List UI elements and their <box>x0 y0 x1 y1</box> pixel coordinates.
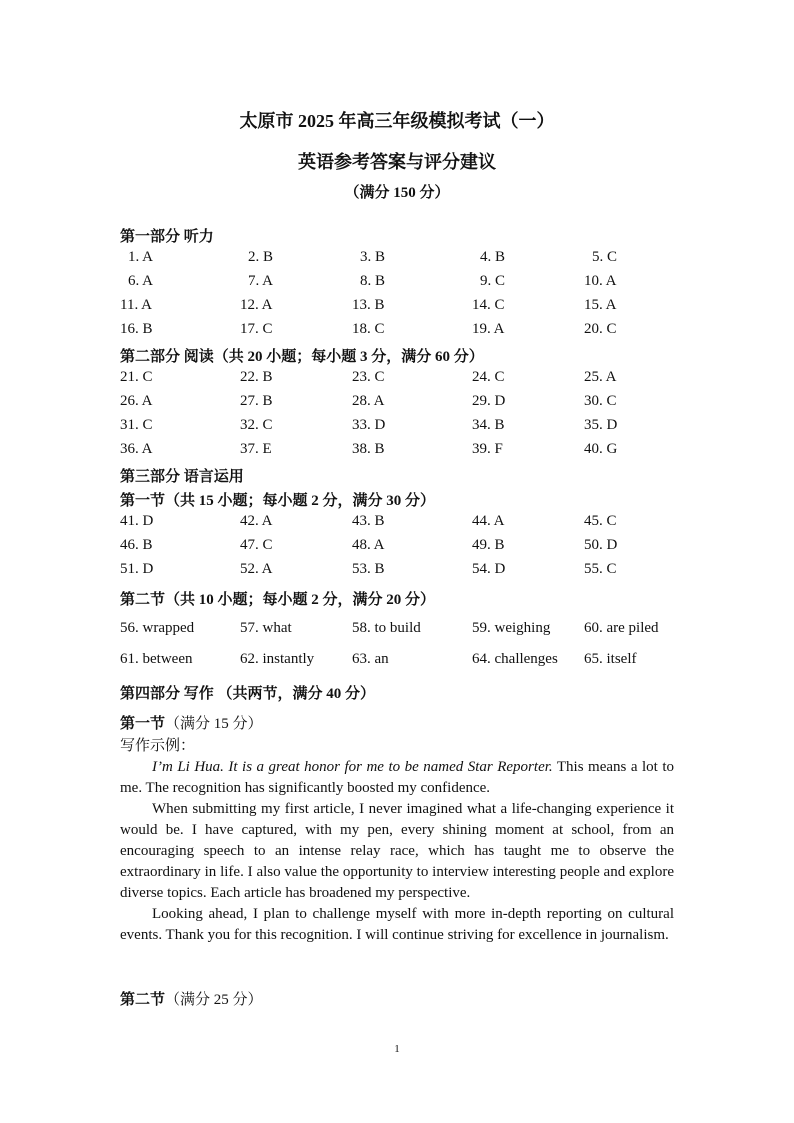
answer-cell: 41. D <box>120 513 154 529</box>
answer-cell: 54. D <box>472 561 506 577</box>
answer-cell: 23. C <box>352 369 385 385</box>
answer-cell: 60. are piled <box>584 620 659 636</box>
answer-cell: 5. C <box>592 249 618 265</box>
answer-cell: 63. an <box>352 651 389 667</box>
answer-row <box>120 273 680 295</box>
part3-heading: 第三部分 语言运用 <box>120 469 244 485</box>
answer-cell: 7. A <box>248 273 274 289</box>
answer-cell: 40. G <box>584 441 618 457</box>
section1-score: （满分 15 分） <box>165 716 263 732</box>
answer-cell: 4. B <box>480 249 506 265</box>
sample-essay <box>120 736 674 946</box>
answer-row <box>120 620 680 642</box>
answer-cell: 36. A <box>120 441 153 457</box>
part4-section1-heading <box>120 712 263 733</box>
answer-row <box>120 537 680 559</box>
answer-cell: 29. D <box>472 393 506 409</box>
answer-key-subtitle: 英语参考答案与评分建议 <box>298 152 496 172</box>
answer-cell: 53. B <box>352 561 385 577</box>
answer-cell: 48. A <box>352 537 385 553</box>
answer-cell: 32. C <box>240 417 273 433</box>
essay-opening-italic: I’m Li Hua. It is a great honor for me to be named Star Reporter. <box>152 759 553 775</box>
answer-cell: 8. B <box>360 273 386 289</box>
part4-heading: 第四部分 写作 （共两节，满分 40 分） <box>120 686 376 702</box>
part2-heading: 第二部分 阅读（共 20 小题；每小题 3 分，满分 60 分） <box>120 349 484 365</box>
part4-section2-heading <box>120 988 263 1009</box>
answer-cell: 14. C <box>472 297 505 313</box>
answer-row <box>120 249 680 271</box>
answer-cell: 56. wrapped <box>120 620 195 636</box>
answer-cell: 46. B <box>120 537 153 553</box>
answer-cell: 38. B <box>352 441 385 457</box>
answer-cell: 47. C <box>240 537 273 553</box>
answer-cell: 6. A <box>128 273 154 289</box>
answer-cell: 25. A <box>584 369 617 385</box>
answer-row <box>120 321 680 343</box>
answer-cell: 51. D <box>120 561 154 577</box>
answer-cell: 16. B <box>120 321 153 337</box>
answer-cell: 12. A <box>240 297 273 313</box>
answer-cell: 61. between <box>120 651 193 667</box>
essay-paragraph-2: When submitting my first article, I never imagined what a life-changing experience it would be. I have captured, with my pen, every shining moment at school, from an encouraging speech to an intense relay race, which has taught me to observe the extraordinary in life. I also value the opportunity to interview interesting people and explore diverse topics. Each article has broadened my perspective. <box>120 801 674 901</box>
answer-cell: 10. A <box>584 273 617 289</box>
answer-cell: 33. D <box>352 417 386 433</box>
answer-cell: 28. A <box>352 393 385 409</box>
answer-cell: 58. to build <box>352 620 421 636</box>
answer-row <box>120 561 680 583</box>
section2-score: （满分 25 分） <box>165 992 263 1008</box>
answer-cell: 13. B <box>352 297 385 313</box>
answer-cell: 19. A <box>472 321 505 337</box>
answer-row <box>120 441 680 463</box>
answer-cell: 44. A <box>472 513 505 529</box>
answer-cell: 20. C <box>584 321 617 337</box>
answer-cell: 27. B <box>240 393 273 409</box>
answer-cell: 57. what <box>240 620 292 636</box>
section1-label: 第一节 <box>120 716 166 732</box>
answer-cell: 30. C <box>584 393 617 409</box>
answer-cell: 49. B <box>472 537 505 553</box>
total-score-note: （满分 150 分） <box>344 185 450 201</box>
answer-cell: 31. C <box>120 417 153 433</box>
answer-cell: 1. A <box>128 249 154 265</box>
answer-cell: 24. C <box>472 369 505 385</box>
answer-cell: 2. B <box>248 249 274 265</box>
page-number: 1 <box>394 1043 400 1055</box>
answer-cell: 22. B <box>240 369 273 385</box>
essay-paragraph-1 <box>120 757 674 799</box>
answer-cell: 52. A <box>240 561 273 577</box>
answer-row <box>120 651 680 673</box>
part3-section2-heading: 第二节（共 10 小题；每小题 2 分，满分 20 分） <box>120 592 436 608</box>
exam-title: 太原市 2025 年高三年级模拟考试（一） <box>239 111 555 131</box>
answer-cell: 34. B <box>472 417 505 433</box>
answer-cell: 17. C <box>240 321 273 337</box>
answer-cell: 18. C <box>352 321 385 337</box>
answer-cell: 39. F <box>472 441 503 457</box>
sample-label: 写作示例： <box>120 738 196 754</box>
section2-label: 第二节 <box>120 992 166 1008</box>
essay-paragraph-1-rest: This means a lot to me. The recognition has significantly boosted my confidence. <box>120 759 674 796</box>
answer-cell: 42. A <box>240 513 273 529</box>
answer-cell: 55. C <box>584 561 617 577</box>
answer-cell: 35. D <box>584 417 618 433</box>
answer-cell: 15. A <box>584 297 617 313</box>
part3-section1-heading: 第一节（共 15 小题；每小题 2 分，满分 30 分） <box>120 493 436 509</box>
answer-row <box>120 513 680 535</box>
essay-paragraph-3: Looking ahead, I plan to challenge myself with more in-depth reporting on cultural events. Thank you for this recognition. I will continue striving for excellence in journalism. <box>120 906 674 943</box>
answer-cell: 50. D <box>584 537 618 553</box>
answer-cell: 9. C <box>480 273 506 289</box>
answer-cell: 26. A <box>120 393 153 409</box>
answer-cell: 11. A <box>120 297 152 313</box>
answer-row <box>120 297 680 319</box>
answer-cell: 62. instantly <box>240 651 315 667</box>
answer-cell: 45. C <box>584 513 617 529</box>
answer-row <box>120 417 680 439</box>
answer-row <box>120 393 680 415</box>
answer-cell: 21. C <box>120 369 153 385</box>
part1-heading: 第一部分 听力 <box>120 229 214 245</box>
answer-cell: 37. E <box>240 441 272 457</box>
answer-row <box>120 369 680 391</box>
answer-cell: 43. B <box>352 513 385 529</box>
answer-cell: 65. itself <box>584 651 637 667</box>
answer-cell: 64. challenges <box>472 651 558 667</box>
answer-cell: 59. weighing <box>472 620 551 636</box>
answer-cell: 3. B <box>360 249 386 265</box>
